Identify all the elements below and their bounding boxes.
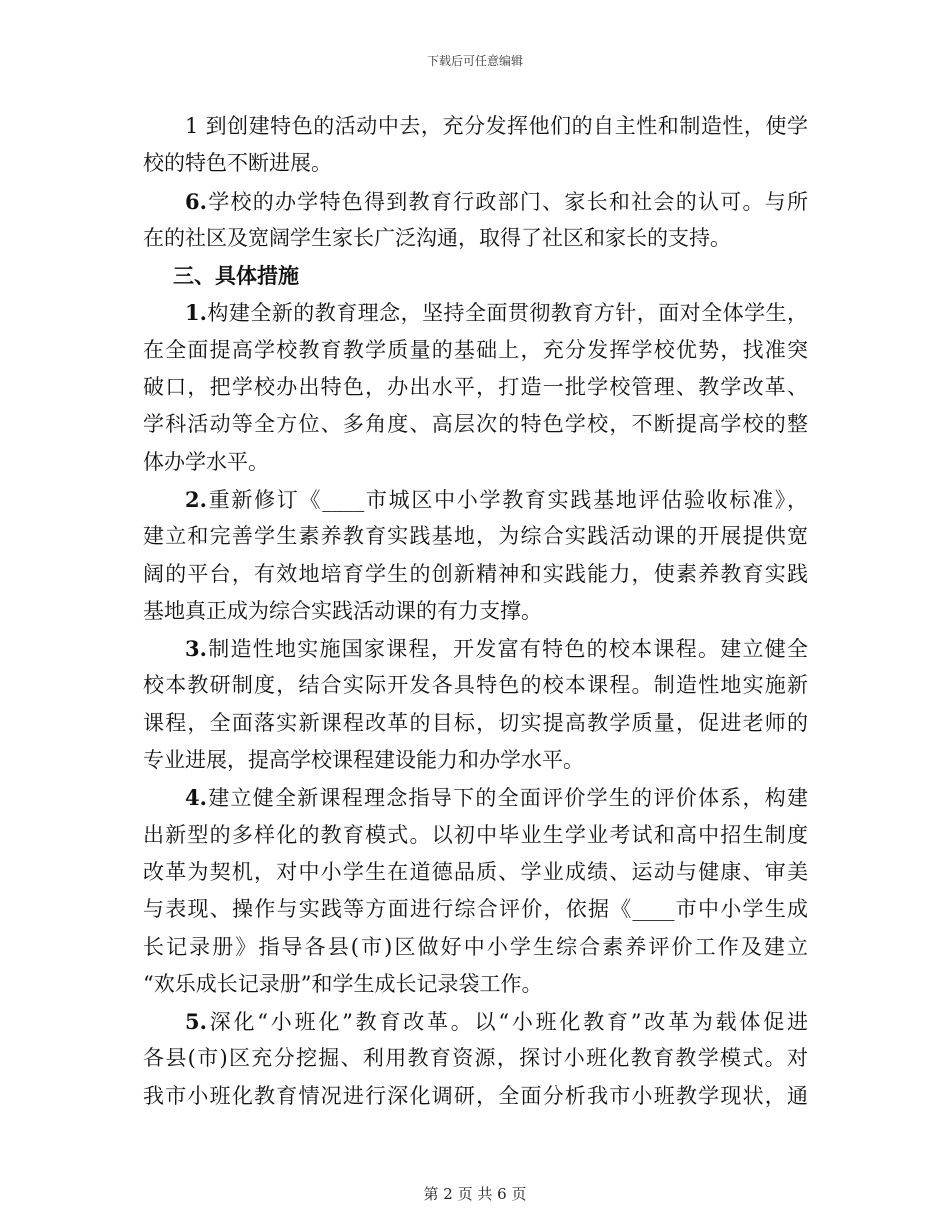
text-line (143, 294, 808, 331)
text-line (143, 481, 808, 518)
line-text: 我市小班化教育情况进行深化调研，全面分析我市小班教学现状，通 (143, 1083, 808, 1108)
text-line (143, 779, 808, 816)
line-text: 阔的平台，有效地培育学生的创新精神和实践能力，使素养教育实践 (143, 561, 808, 586)
text-line (143, 556, 808, 593)
line-text: 长记录册》指导各县(市)区做好中小学生综合素养评价工作及建立 (143, 934, 808, 959)
line-text: 在的社区及宽阔学生家长广泛沟通，取得了社区和家长的支持。 (143, 225, 731, 250)
item-number: 5. (185, 1009, 207, 1035)
line-text: 1 到创建特色的活动中去，充分发挥他们的自主性和制造性，使学 (185, 114, 808, 138)
text-line (143, 518, 808, 555)
page-number-footer: 第 2 页 共 6 页 (423, 1185, 527, 1203)
text-line (143, 705, 808, 742)
text-line (143, 667, 808, 704)
text-line (143, 332, 808, 369)
line-text: 深化“小班化”教育改革。以“小班化教育”改革为载体促进 (206, 1010, 808, 1035)
line-text: 破口，把学校办出特色，办出水平，打造一批学校管理、教学改革、 (143, 375, 808, 400)
text-line (143, 220, 808, 257)
line-text: 学科活动等全方位、多角度、高层次的特色学校，不断提高学校的整 (143, 412, 808, 437)
item-number: 3. (185, 636, 207, 662)
text-line (143, 742, 808, 779)
line-text: 改革为契机，对中小学生在道德品质、学业成绩、运动与健康、审美 (143, 859, 808, 884)
line-text: 课程，全面落实新课程改革的目标，切实提高教学质量，促进老师的 (143, 710, 808, 735)
document-body (143, 108, 808, 1115)
text-line (143, 369, 808, 406)
line-text: 校的特色不断进展。 (143, 151, 332, 176)
text-line (143, 1040, 808, 1077)
line-text: 出新型的多样化的教育模式。以初中毕业生学业考试和高中招生制度 (143, 822, 808, 847)
line-text: 构建全新的教育理念，坚持全面贯彻教育方针，面对全体学生， (206, 301, 808, 326)
text-line (143, 406, 808, 443)
line-text: 在全面提高学校教育教学质量的基础上，充分发挥学校优势，找准突 (143, 337, 808, 362)
text-line (143, 444, 808, 481)
line-text: 各县(市)区充分挖掘、利用教育资源，探讨小班化教育教学模式。对 (143, 1046, 808, 1071)
item-number: 6. (185, 188, 207, 214)
text-line (143, 817, 808, 854)
line-text: 专业进展，提高学校课程建设能力和办学水平。 (143, 748, 584, 773)
text-line (143, 891, 808, 928)
line-text: 基地真正成为综合实践活动课的有力支撑。 (143, 598, 542, 623)
line-text: 建立健全新课程理念指导下的全面评价学生的评价体系，构建 (206, 786, 808, 811)
line-text: 体办学水平。 (143, 449, 269, 474)
line-text: 三、具体措施 (173, 263, 299, 289)
line-text: 建立和完善学生素养教育实践基地，为综合实践活动课的开展提供宽 (143, 524, 808, 549)
line-text: 与表现、操作与实践等方面进行综合评价，依据《____市中小学生成 (143, 897, 808, 922)
item-number: 1. (185, 300, 207, 326)
text-line (143, 966, 808, 1003)
line-text: 学校的办学特色得到教育行政部门、家长和社会的认可。与所 (206, 189, 808, 214)
text-line (143, 183, 808, 220)
text-line (143, 929, 808, 966)
line-text: “欢乐成长记录册”和学生成长记录袋工作。 (143, 971, 543, 996)
text-line (143, 1078, 808, 1115)
line-text: 校本教研制度，结合实际开发各具特色的校本课程。制造性地实施新 (143, 673, 808, 698)
text-line (143, 145, 808, 182)
text-line (143, 854, 808, 891)
text-line (143, 630, 808, 667)
text-line (143, 593, 808, 630)
text-line (143, 1003, 808, 1040)
line-text: 重新修订《____市城区中小学教育实践基地评估验收标准》， (206, 487, 808, 512)
item-number: 4. (185, 785, 207, 811)
page-header: 下载后可任意编辑 (426, 54, 523, 68)
text-line (143, 108, 808, 145)
section-heading (143, 257, 808, 294)
item-number: 2. (185, 486, 207, 512)
line-text: 制造性地实施国家课程，开发富有特色的校本课程。建立健全 (206, 637, 808, 662)
